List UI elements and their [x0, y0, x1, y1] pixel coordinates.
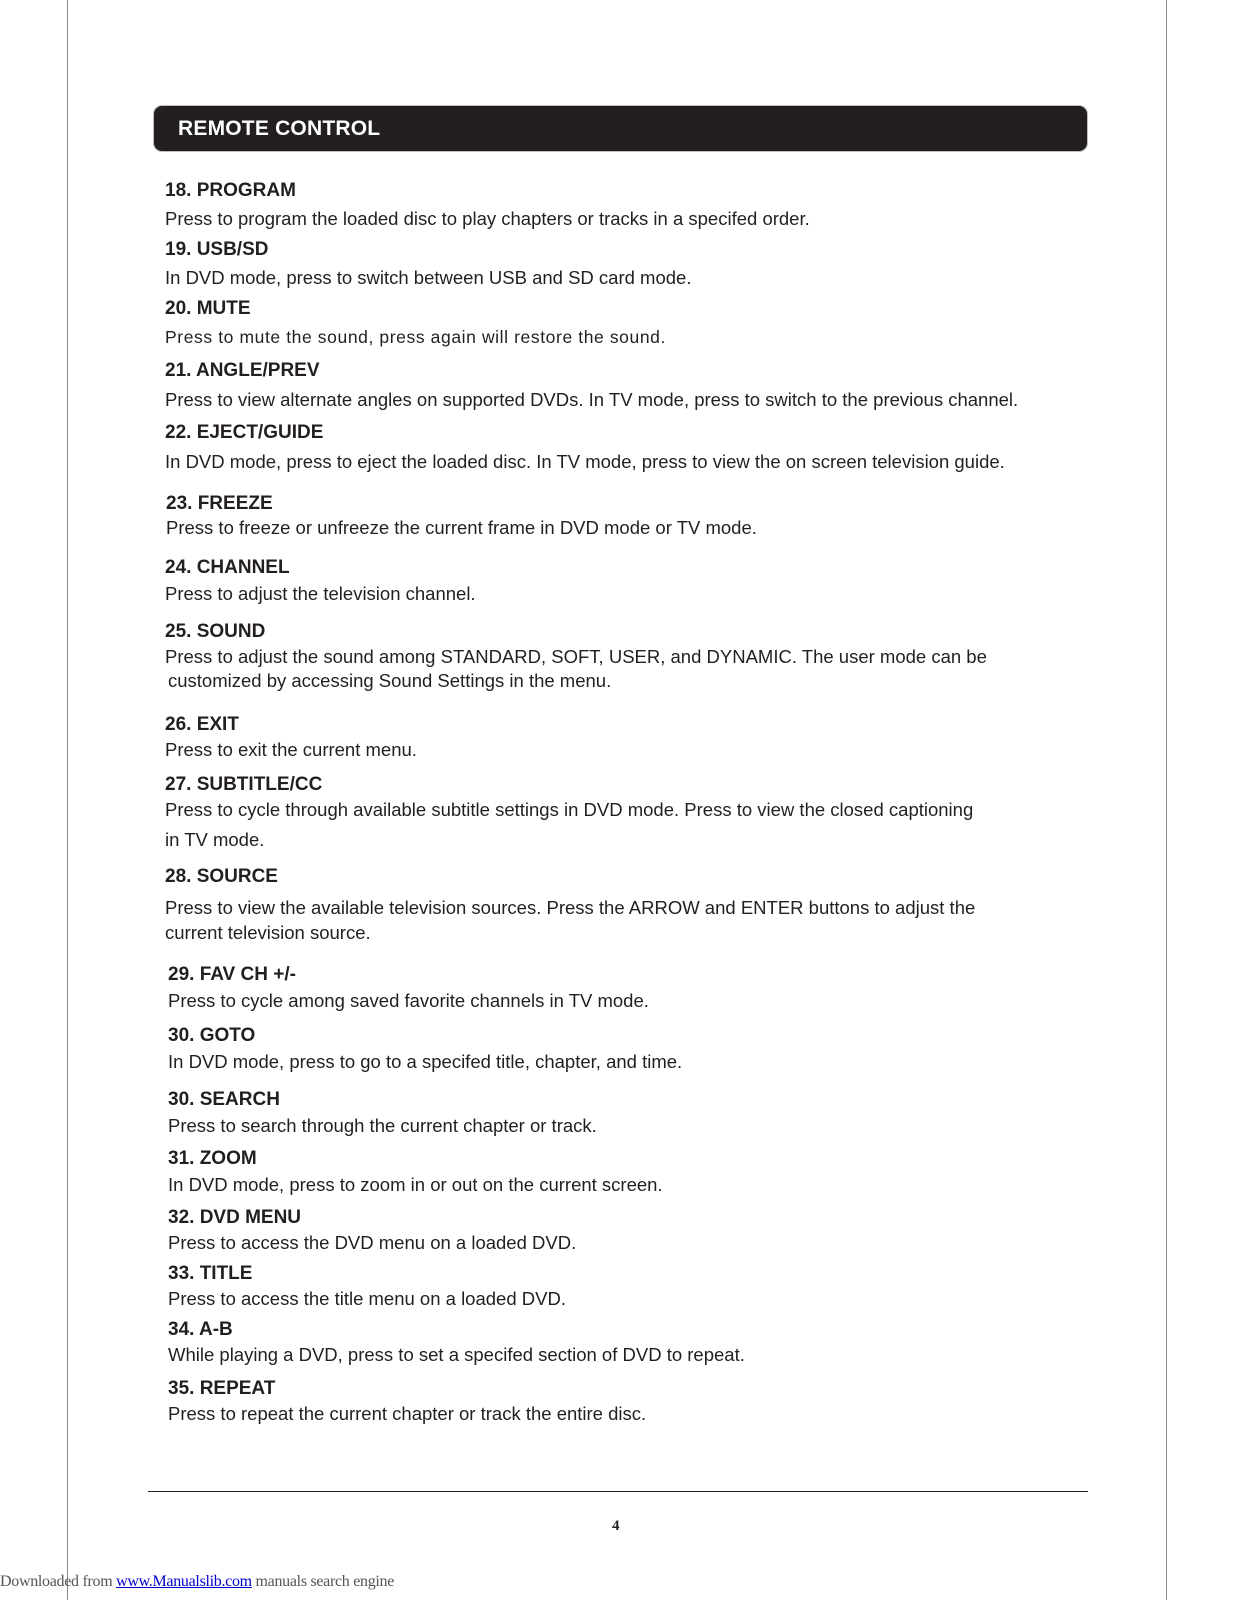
- entry-title: 34. A-B: [168, 1319, 233, 1340]
- download-prefix: Downloaded from: [0, 1573, 117, 1590]
- entry-title: 32. DVD MENU: [168, 1207, 302, 1228]
- entry-description: current television source.: [165, 922, 371, 943]
- entry-description: Press to freeze or unfreeze the current frame in DVD mode or TV mode.: [166, 517, 757, 538]
- entry-title: 28. SOURCE: [165, 866, 278, 887]
- entry-title: 18. PROGRAM: [165, 180, 296, 201]
- entry-description: In DVD mode, press to zoom in or out on the current screen.: [168, 1174, 663, 1195]
- section-header: [154, 106, 1087, 151]
- entry-title: 24. CHANNEL: [165, 557, 290, 578]
- entry-title: 30. GOTO: [168, 1025, 256, 1046]
- entry-description: in TV mode.: [165, 829, 265, 850]
- page-number: 4: [612, 1518, 620, 1534]
- entry-description: Press to access the DVD menu on a loaded DVD.: [168, 1232, 577, 1253]
- entry-description: Press to exit the current menu.: [165, 739, 417, 760]
- entry-description: Press to mute the sound, press again will restore the sound.: [165, 327, 666, 347]
- entry-title: 21. ANGLE/PREV: [165, 360, 320, 381]
- entry-description: In DVD mode, press to go to a specifed title, chapter, and time.: [168, 1051, 683, 1072]
- entry-description: Press to adjust the sound among STANDARD, SOFT, USER, and DYNAMIC. The user mode can be: [165, 646, 987, 667]
- entry-description: While playing a DVD, press to set a specifed section of DVD to repeat.: [168, 1344, 745, 1365]
- entry-title: 23. FREEZE: [166, 493, 273, 514]
- entry-description: Press to access the title menu on a loaded DVD.: [168, 1288, 566, 1309]
- entry-title: 27. SUBTITLE/CC: [165, 774, 323, 795]
- entry-title: 19. USB/SD: [165, 239, 269, 260]
- entry-title: 26. EXIT: [165, 714, 239, 735]
- footer-divider: [148, 1491, 1088, 1492]
- entry-description: Press to view alternate angles on supported DVDs. In TV mode, press to switch to the previous channel.: [165, 389, 1019, 410]
- entry-description: In DVD mode, press to eject the loaded disc. In TV mode, press to view the on screen television guide.: [165, 451, 1005, 472]
- entry-description: Press to cycle through available subtitle settings in DVD mode. Press to view the closed captioning: [165, 799, 974, 820]
- entry-description: Press to adjust the television channel.: [165, 583, 476, 604]
- entry-title: 33. TITLE: [168, 1263, 253, 1284]
- entry-title: 29. FAV CH +/-: [168, 964, 296, 985]
- entry-description: Press to program the loaded disc to play chapters or tracks in a specifed order.: [165, 208, 810, 229]
- entry-title: 20. MUTE: [165, 298, 251, 319]
- manualslib-link[interactable]: www.Manualslib.com: [116, 1573, 252, 1590]
- section-title: REMOTE CONTROL: [178, 117, 381, 140]
- entry-title: 22. EJECT/GUIDE: [165, 422, 324, 443]
- download-suffix: manuals search engine: [251, 1573, 395, 1590]
- download-notice: [0, 1573, 394, 1591]
- entry-description: In DVD mode, press to switch between USB and SD card mode.: [165, 267, 692, 288]
- entry-description: Press to cycle among saved favorite channels in TV mode.: [168, 990, 649, 1011]
- entry-description: Press to repeat the current chapter or track the entire disc.: [168, 1403, 647, 1424]
- entry-title: 30. SEARCH: [168, 1089, 280, 1110]
- entry-title: 31. ZOOM: [168, 1148, 257, 1169]
- entry-description: Press to view the available television sources. Press the ARROW and ENTER buttons to adjust the: [165, 897, 976, 918]
- entry-title: 35. REPEAT: [168, 1378, 276, 1399]
- entry-description: Press to search through the current chapter or track.: [168, 1115, 597, 1136]
- entry-description: customized by accessing Sound Settings in the menu.: [168, 670, 612, 691]
- entry-title: 25. SOUND: [165, 621, 266, 642]
